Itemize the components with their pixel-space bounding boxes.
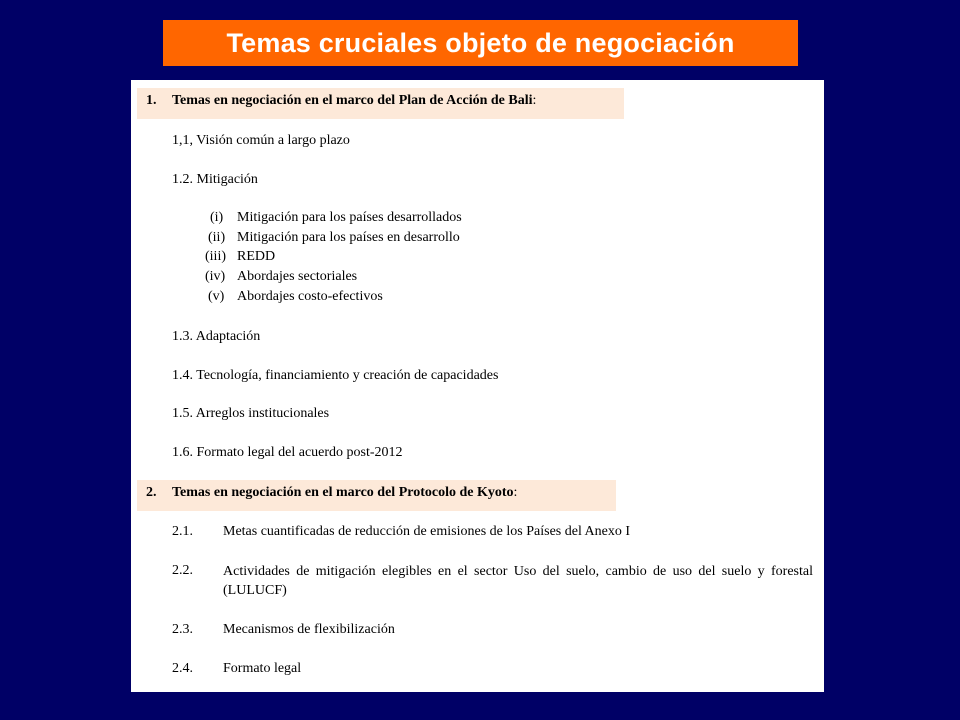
subitem-text-iii: REDD xyxy=(237,249,276,264)
item-2-1-number: 2.1. xyxy=(172,524,193,539)
subitem-label-iii: (iii) xyxy=(205,249,226,264)
item-1-5: 1.5. Arreglos institucionales xyxy=(172,406,330,421)
slide-title-bar xyxy=(163,20,798,66)
item-2-2-text: Actividades de mitigación elegibles en el sector Uso del suelo, cambio de uso del suelo y forestal (LULUCF) xyxy=(223,564,813,598)
section2-number: 2. xyxy=(146,485,157,500)
item-1-6: 1.6. Formato legal del acuerdo post-2012 xyxy=(172,445,403,460)
item-2-4-text: Formato legal xyxy=(223,661,302,676)
subitem-text-ii: Mitigación para los países en desarrollo xyxy=(237,230,460,245)
item-1-1: 1,1, Visión común a largo plazo xyxy=(172,133,350,148)
subitem-text-iv: Abordajes sectoriales xyxy=(237,269,358,284)
item-2-4-number: 2.4. xyxy=(172,661,193,676)
section1-number: 1. xyxy=(146,93,157,108)
item-1-2: 1.2. Mitigación xyxy=(172,172,258,187)
subitem-text-v: Abordajes costo-efectivos xyxy=(237,289,383,304)
item-2-3-text: Mecanismos de flexibilización xyxy=(223,622,395,637)
document-panel xyxy=(131,80,824,692)
item-1-3: 1.3. Adaptación xyxy=(172,329,261,344)
item-2-1-text: Metas cuantificadas de reducción de emisiones de los Países del Anexo I xyxy=(223,524,631,539)
subitem-label-v: (v) xyxy=(208,289,225,304)
section2-heading: Temas en negociación en el marco del Protocolo de Kyoto: xyxy=(172,485,518,500)
subitem-label-i: (i) xyxy=(210,210,224,225)
item-2-3-number: 2.3. xyxy=(172,622,193,637)
slide-title: Temas cruciales objeto de negociación xyxy=(226,27,735,58)
section1-heading: Temas en negociación en el marco del Plan de Acción de Bali: xyxy=(172,93,537,108)
item-1-4: 1.4. Tecnología, financiamiento y creación de capacidades xyxy=(172,368,499,383)
subitem-label-ii: (ii) xyxy=(208,230,226,245)
item-2-2-number: 2.2. xyxy=(172,563,193,578)
subitem-label-iv: (iv) xyxy=(205,269,226,284)
subitem-text-i: Mitigación para los países desarrollados xyxy=(237,210,462,225)
